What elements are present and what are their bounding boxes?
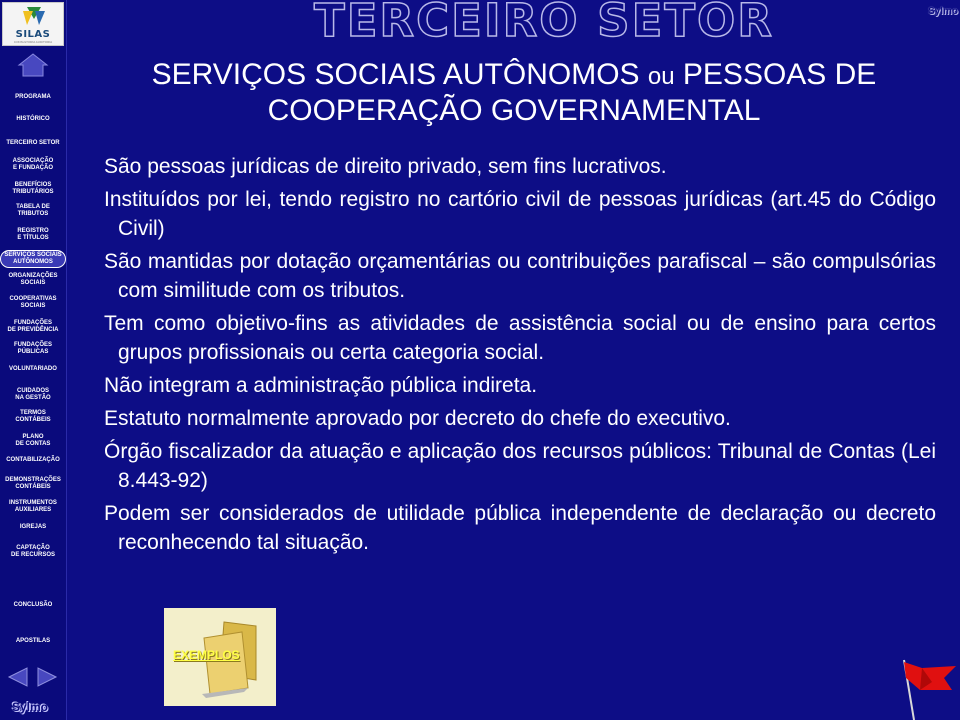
sidebar-item[interactable]: HISTÓRICO <box>16 116 50 122</box>
content-list <box>104 152 936 561</box>
sidebar-item[interactable]: FUNDAÇÕES DE PREVIDÊNCIA <box>7 320 59 333</box>
sidebar-item[interactable]: CAPTAÇÃO DE RECURSOS <box>10 545 55 558</box>
sidebar-item[interactable]: PROGRAMA <box>15 94 51 100</box>
sidebar-item[interactable]: TERMOS CONTÁBEIS <box>15 410 51 423</box>
sidebar-item[interactable]: DEMONSTRAÇÕES CONTÁBEIS <box>5 477 61 490</box>
sidebar-item[interactable]: SERVIÇOS SOCIAIS AUTÔNOMOS <box>0 250 66 268</box>
examples-label: EXEMPLOS <box>173 648 240 662</box>
sidebar-item[interactable]: FUNDAÇÕES PÚBLICAS <box>13 342 52 355</box>
sidebar-item[interactable]: PLANO DE CONTAS <box>15 434 51 447</box>
sidebar-item[interactable]: CONCLUSÃO <box>13 602 53 608</box>
sidebar-item[interactable]: CONTABILIZAÇÃO <box>6 457 60 463</box>
list-item: Tem como objetivo-fins as atividades de assistência social ou de ensino para certos grupos profissionais ou certa categoria social. <box>104 312 936 364</box>
list-item: Não integram a administração pública indireta. <box>104 374 538 397</box>
sidebar-item[interactable]: TERCEIRO SETOR <box>6 140 60 146</box>
list-item: São mantidas por dotação orçamentárias ou contribuições parafiscal – são compulsórias com similitude com os tributos. <box>104 250 936 302</box>
sidebar-item[interactable]: INSTRUMENTOS AUXILIARES <box>9 500 57 513</box>
sidebar-item[interactable]: REGISTRO E TÍTULOS <box>17 228 49 241</box>
home-icon[interactable] <box>17 52 49 78</box>
list-item: Órgão fiscalizador da atuação e aplicação dos recursos públicos: Tribunal de Contas (Lei 8.443-92) <box>104 440 936 492</box>
examples-button[interactable] <box>164 608 276 706</box>
sidebar <box>0 0 67 720</box>
sidebar-item[interactable]: BENEFÍCIOS TRIBUTÁRIOS <box>12 182 54 195</box>
sidebar-item[interactable]: VOLUNTARIADO <box>9 366 57 372</box>
sidebar-item[interactable]: CUIDADOS NA GESTÃO <box>15 388 51 401</box>
sidebar-item[interactable]: COOPERATIVAS SOCIAIS <box>9 296 57 309</box>
sidebar-item[interactable]: APOSTILAS <box>15 638 51 644</box>
next-arrow-icon[interactable] <box>34 666 58 688</box>
title-part-2: PESSOAS DE COOPERAÇÃO GOVERNAMENTAL <box>267 58 877 127</box>
header-banner: TERCEIRO SETOR <box>314 0 774 47</box>
header-brand: Sylmo <box>928 6 959 17</box>
logo <box>2 2 64 46</box>
list-item: São pessoas jurídicas de direito privado, sem fins lucrativos. <box>104 155 667 178</box>
logo-subtitle: CONSULTORIA AUDITORIA <box>13 40 53 44</box>
sidebar-item[interactable]: IGREJAS <box>19 524 47 530</box>
sidebar-item[interactable]: ASSOCIAÇÃO E FUNDAÇÃO <box>12 158 54 171</box>
title-part-1: SERVIÇOS SOCIAIS AUTÔNOMOS <box>151 58 648 91</box>
list-item: Instituídos por lei, tendo registro no cartório civil de pessoas jurídicas (art.45 do Código Civil) <box>104 188 936 240</box>
list-item: Podem ser considerados de utilidade pública independente de declaração ou decreto reconhecendo tal situação. <box>104 502 936 554</box>
sidebar-item[interactable]: ORGANIZAÇÕES SOCIAIS <box>8 273 58 286</box>
logo-emblem <box>3 3 64 31</box>
sidebar-item[interactable]: TABELA DE TRIBUTOS <box>16 204 50 217</box>
title-connector: ou <box>647 63 675 90</box>
list-item: Estatuto normalmente aprovado por decreto do chefe do executivo. <box>104 407 731 430</box>
page-title <box>84 58 944 128</box>
sidebar-brand: Sylmo <box>12 700 49 714</box>
prev-arrow-icon[interactable] <box>7 666 31 688</box>
logo-text: SILAS <box>15 29 51 40</box>
flag-icon <box>896 656 960 720</box>
